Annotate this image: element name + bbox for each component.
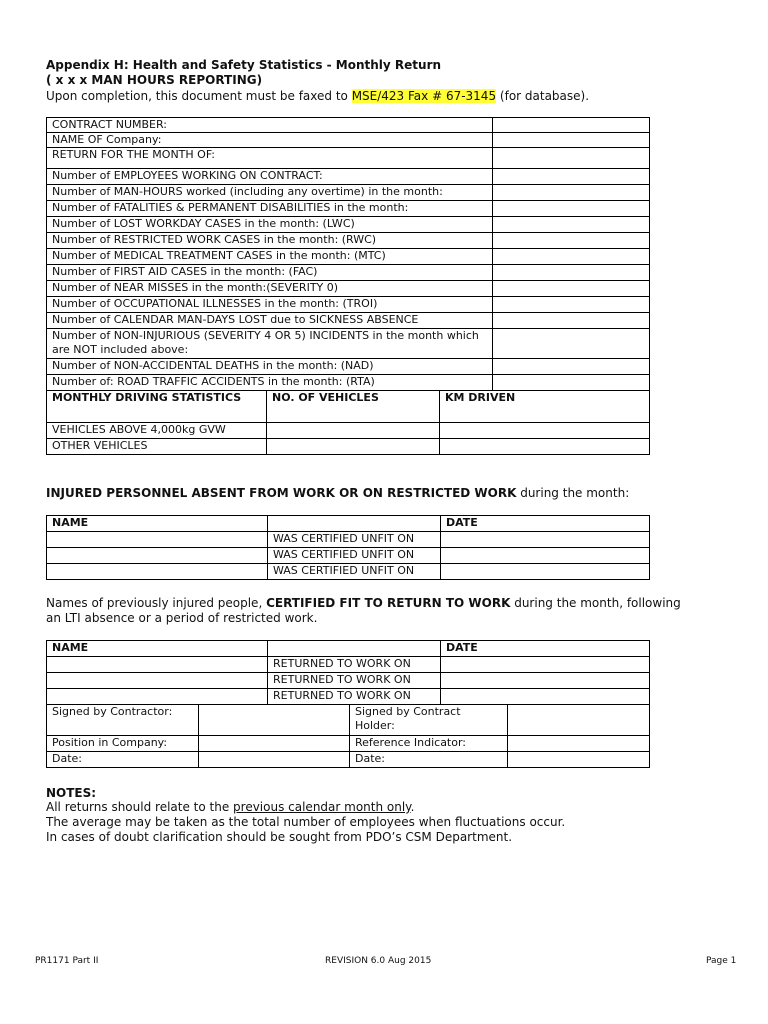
driving-heavy-km-cell[interactable] bbox=[440, 423, 650, 439]
position-label: Position in Company: bbox=[47, 736, 199, 752]
footer-document-id: PR1171 Part II bbox=[35, 956, 99, 966]
injured-row-label: WAS CERTIFIED UNFIT ON bbox=[268, 548, 441, 564]
returned-name-cell[interactable] bbox=[47, 689, 268, 705]
fax-instruction bbox=[46, 89, 589, 104]
note-1-before: All returns should relate to the bbox=[46, 800, 234, 814]
stats-label: Number of FIRST AID CASES in the month: (FAC) bbox=[47, 265, 493, 281]
injured-col-date: DATE bbox=[441, 516, 650, 532]
stats-value-cell[interactable] bbox=[493, 148, 650, 169]
stats-label: NAME OF Company: bbox=[47, 133, 493, 148]
injured-name-cell[interactable] bbox=[47, 548, 268, 564]
injured-col-name: NAME bbox=[47, 516, 268, 532]
signed-contractor-cell[interactable] bbox=[199, 705, 350, 736]
date-right-cell[interactable] bbox=[508, 752, 650, 768]
returned-name-cell[interactable] bbox=[47, 673, 268, 689]
driving-other-km-cell[interactable] bbox=[440, 439, 650, 455]
returned-row-label: RETURNED TO WORK ON bbox=[268, 673, 441, 689]
footer-page-number: Page 1 bbox=[706, 956, 737, 966]
injured-name-cell[interactable] bbox=[47, 532, 268, 548]
returned-intro-bold: CERTIFIED FIT TO RETURN TO WORK bbox=[266, 596, 511, 610]
position-cell[interactable] bbox=[199, 736, 350, 752]
stats-value-cell[interactable] bbox=[493, 233, 650, 249]
driving-row-other-label: OTHER VEHICLES bbox=[47, 439, 267, 455]
stats-value-cell[interactable] bbox=[493, 133, 650, 148]
stats-value-cell[interactable] bbox=[493, 313, 650, 329]
stats-label: Number of LOST WORKDAY CASES in the month: (LWC) bbox=[47, 217, 493, 233]
stats-label: Number of OCCUPATIONAL ILLNESSES in the month: (TROI) bbox=[47, 297, 493, 313]
stats-value-cell[interactable] bbox=[493, 118, 650, 133]
stats-value-cell[interactable] bbox=[493, 201, 650, 217]
notes-title: NOTES: bbox=[46, 786, 97, 800]
note-3: In cases of doubt clarification should be sought from PDO’s CSM Department. bbox=[46, 830, 513, 844]
date-right-label: Date: bbox=[350, 752, 508, 768]
injured-date-cell[interactable] bbox=[441, 532, 650, 548]
stats-value-cell[interactable] bbox=[493, 281, 650, 297]
signed-holder-cell[interactable] bbox=[508, 705, 650, 736]
stats-label: Number of CALENDAR MAN-DAYS LOST due to SICKNESS ABSENCE bbox=[47, 313, 493, 329]
driving-header-km: KM DRIVEN bbox=[440, 391, 650, 423]
driving-row-heavy-label: VEHICLES ABOVE 4,000kg GVW bbox=[47, 423, 267, 439]
returned-to-work-table bbox=[46, 640, 650, 768]
stats-value-cell[interactable] bbox=[493, 375, 650, 391]
injured-name-cell[interactable] bbox=[47, 564, 268, 580]
reference-label: Reference Indicator: bbox=[350, 736, 508, 752]
reference-cell[interactable] bbox=[508, 736, 650, 752]
note-1 bbox=[46, 800, 414, 815]
stats-label: Number of NON-ACCIDENTAL DEATHS in the month: (NAD) bbox=[47, 359, 493, 375]
date-left-label: Date: bbox=[47, 752, 199, 768]
returned-col-name: NAME bbox=[47, 641, 268, 657]
injured-col-blank bbox=[268, 516, 441, 532]
note-1-underline: previous calendar month only bbox=[233, 800, 411, 814]
stats-label: Number of MEDICAL TREATMENT CASES in the month: (MTC) bbox=[47, 249, 493, 265]
stats-value-cell[interactable] bbox=[493, 329, 650, 359]
driving-heavy-vehicles-cell[interactable] bbox=[267, 423, 440, 439]
fax-instruction-before: Upon completion, this document must be faxed to bbox=[46, 89, 352, 103]
returned-intro bbox=[46, 596, 686, 626]
injured-date-cell[interactable] bbox=[441, 548, 650, 564]
returned-intro-before: Names of previously injured people, bbox=[46, 596, 267, 610]
returned-name-cell[interactable] bbox=[47, 657, 268, 673]
driving-statistics-table bbox=[46, 390, 650, 455]
fax-instruction-after: (for database). bbox=[496, 89, 590, 103]
stats-value-cell[interactable] bbox=[493, 265, 650, 281]
date-left-cell[interactable] bbox=[199, 752, 350, 768]
stats-label: Number of NEAR MISSES in the month:(SEVERITY 0) bbox=[47, 281, 493, 297]
stats-value-cell[interactable] bbox=[493, 217, 650, 233]
driving-header-vehicles: NO. OF VEHICLES bbox=[267, 391, 440, 423]
returned-col-blank bbox=[268, 641, 441, 657]
document-subtitle: ( x x x MAN HOURS REPORTING) bbox=[46, 73, 263, 87]
stats-label: CONTRACT NUMBER: bbox=[47, 118, 493, 133]
stats-label: Number of EMPLOYEES WORKING ON CONTRACT: bbox=[47, 169, 493, 185]
stats-label: Number of RESTRICTED WORK CASES in the month: (RWC) bbox=[47, 233, 493, 249]
injured-personnel-table bbox=[46, 515, 650, 580]
statistics-table bbox=[46, 117, 650, 391]
injured-row-label: WAS CERTIFIED UNFIT ON bbox=[268, 532, 441, 548]
stats-label: Number of: ROAD TRAFFIC ACCIDENTS in the month: (RTA) bbox=[47, 375, 493, 391]
stats-label: Number of NON-INJURIOUS (SEVERITY 4 OR 5) INCIDENTS in the month which are NOT included above: bbox=[47, 329, 493, 359]
injured-heading-bold: INJURED PERSONNEL ABSENT FROM WORK OR ON RESTRICTED WORK bbox=[46, 486, 517, 500]
stats-label: Number of FATALITIES & PERMANENT DISABILITIES in the month: bbox=[47, 201, 493, 217]
stats-value-cell[interactable] bbox=[493, 169, 650, 185]
returned-intro-after: during the month, following an LTI absence or a period of restricted work. bbox=[46, 596, 681, 625]
injured-heading-rest: during the month: bbox=[516, 486, 630, 500]
note-1-after: . bbox=[410, 800, 415, 814]
stats-value-cell[interactable] bbox=[493, 249, 650, 265]
returned-date-cell[interactable] bbox=[441, 689, 650, 705]
returned-date-cell[interactable] bbox=[441, 657, 650, 673]
returned-date-cell[interactable] bbox=[441, 673, 650, 689]
stats-value-cell[interactable] bbox=[493, 359, 650, 375]
fax-number-highlight: MSE/423 Fax # 67-3145 bbox=[351, 89, 497, 103]
document-title: Appendix H: Health and Safety Statistics - Monthly Return bbox=[46, 58, 442, 72]
returned-row-label: RETURNED TO WORK ON bbox=[268, 657, 441, 673]
note-2: The average may be taken as the total number of employees when fluctuations occur. bbox=[46, 815, 566, 829]
stats-value-cell[interactable] bbox=[493, 297, 650, 313]
stats-label: Number of MAN-HOURS worked (including any overtime) in the month: bbox=[47, 185, 493, 201]
driving-header-statistics: MONTHLY DRIVING STATISTICS bbox=[47, 391, 267, 423]
stats-label: RETURN FOR THE MONTH OF: bbox=[47, 148, 493, 169]
injured-date-cell[interactable] bbox=[441, 564, 650, 580]
signed-contractor-label: Signed by Contractor: bbox=[47, 705, 199, 736]
driving-other-vehicles-cell[interactable] bbox=[267, 439, 440, 455]
injured-heading bbox=[46, 486, 629, 501]
injured-row-label: WAS CERTIFIED UNFIT ON bbox=[268, 564, 441, 580]
footer-revision: REVISION 6.0 Aug 2015 bbox=[325, 956, 432, 966]
returned-col-date: DATE bbox=[441, 641, 650, 657]
signed-holder-label: Signed by Contract Holder: bbox=[350, 705, 508, 736]
returned-row-label: RETURNED TO WORK ON bbox=[268, 689, 441, 705]
stats-value-cell[interactable] bbox=[493, 185, 650, 201]
